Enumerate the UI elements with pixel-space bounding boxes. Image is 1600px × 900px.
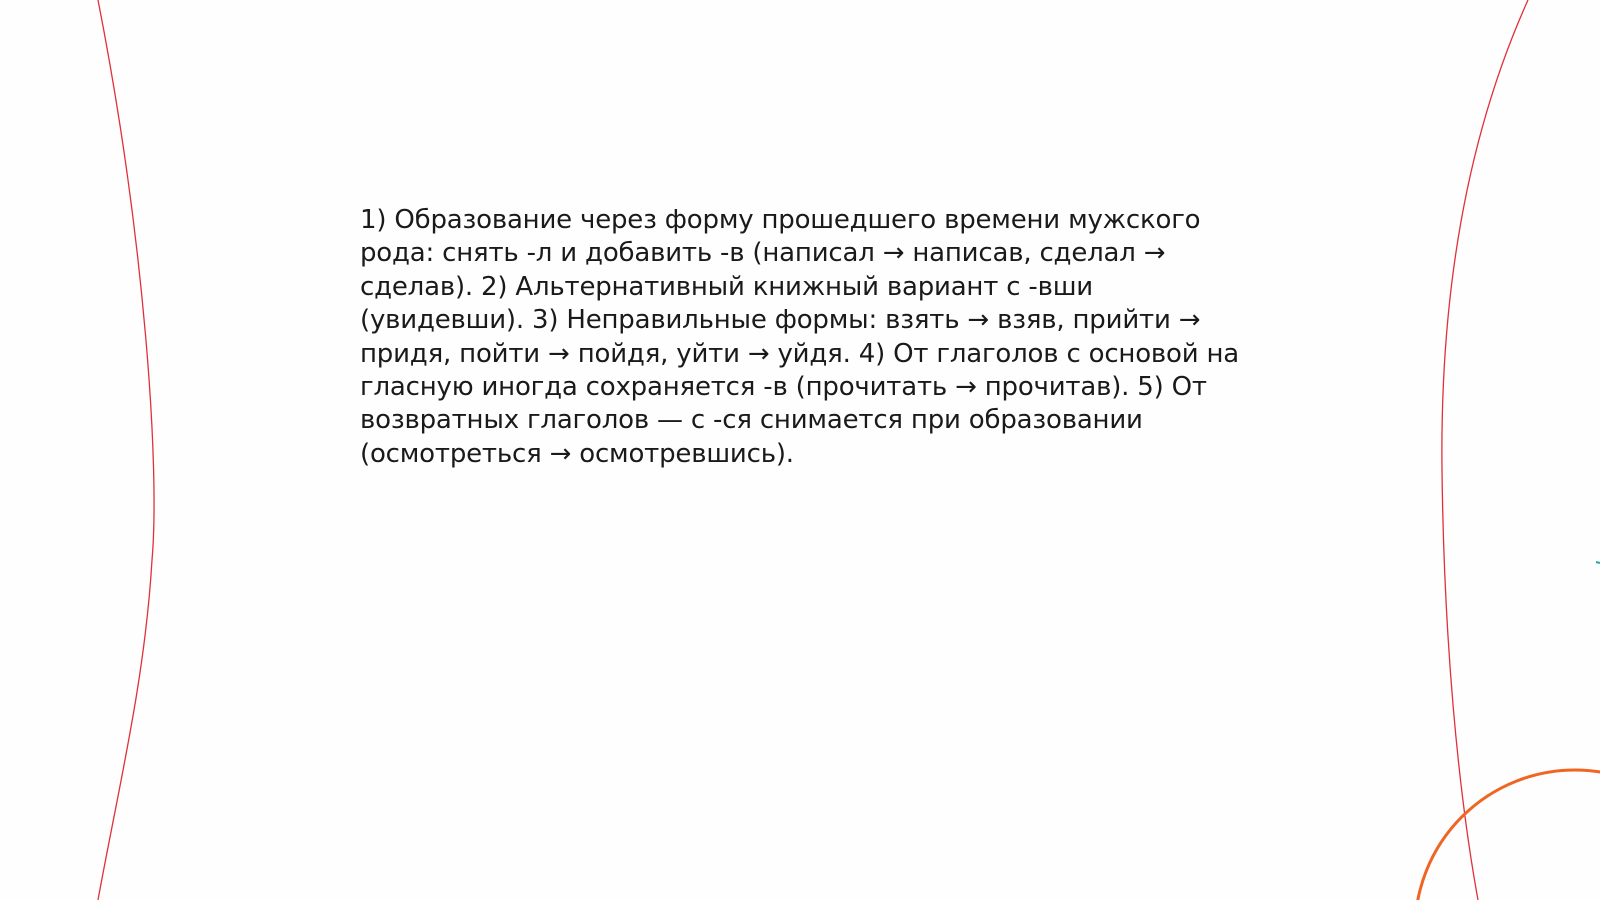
left-decorative-curve — [98, 0, 154, 900]
right-edge-teal-mark — [1596, 562, 1600, 563]
bottom-right-orange-arc — [1415, 770, 1600, 900]
right-decorative-curve — [1442, 0, 1528, 900]
slide-body-text: 1) Образование через форму прошедшего времени мужского рода: снять -л и добавить -в (написал → написав, сделал → сделав). 2) Альтернативный книжный вариант с -вши (увидевши). 3) Неправильные формы: взять → взяв, прийти → придя, пойти → пойдя, уйти → уйдя. 4) От глаголов с основой на гласную иногда сохраняется -в (прочитать → прочитав). 5) От возвратных глаголов — с -ся снимается при образовании (осмотреться → осмотревшись). — [360, 205, 1240, 469]
